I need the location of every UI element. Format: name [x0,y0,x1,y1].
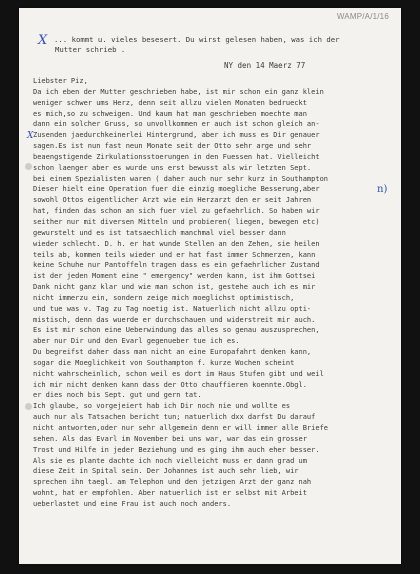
body-line: hat, finden das schon an sich fuer viel zu gefaehrlich. So haben wir [33,207,320,216]
body-line: wieder schlecht. D. h. er hat wunde Stellen an den Zehen, sie heilen [33,239,320,248]
body-line: ich mir nicht denken kann dass der Otto chauffieren koennte.Obgl. [33,380,307,389]
header-line: ... kommt u. vieles besesert. Du wirst gelesen haben, was ich der [54,35,340,44]
archive-mark: WAMP/A/1/16 [336,12,389,21]
body-line: Trost und Hilfe in jeder Beziehung und es ging ihm auch eher besser. [33,445,320,454]
letter-header [54,35,384,55]
body-line: nicht immerzu ein, sondern zeige mich moeglichst optimistisch, [33,293,295,302]
body-line: sogar die Moeglichkeit von Southampton f. kurze Wochen scheint [33,358,295,367]
handwritten-correction: n) [377,184,388,195]
handwritten-margin-cross: X [27,131,34,141]
body-line: und tue was v. Tag zu Tag noetig ist. Natuerlich nicht allzu opti- [33,304,312,313]
body-line: bei einem Spezialisten waren ( daher auch nur sehr kurz in Southampton [33,174,329,183]
body-line: sagen.Es ist nun fast neun Monate seit der Otto sehr arge und sehr [33,142,312,151]
body-line: es mich,so zu schweigen. Und kaum hat man geschrieben moechte man [33,109,307,118]
body-line: sprechen ihn taegl. am Telephon und den jetzigen Arzt der ganz nah [33,478,312,487]
body-line: aber nur Dir und den Evarl gegenueber tue ich es. [33,337,240,346]
letter-body [33,76,389,510]
handwritten-cross-mark: X [38,33,48,48]
body-line: auch nur als Tatsachen bericht tun; natuerlich dxx darfst Du darauf [33,413,316,422]
letter-date: NY den 14 Maerz 77 [224,61,306,70]
body-line: Dank nicht ganz klar und wie man schon ist, gestehe auch ich es mir [33,283,316,292]
body-line: Ich glaube, so vorgejeiert hab ich Dir noch nie und wollte es [33,402,291,411]
body-line: ueberlastet und eine Frau ist auch noch anders. [33,499,232,508]
body-line: diese Zeit in Spital sein. Der Johannes ist auch sehr lieb, wir [33,467,299,476]
body-line: ist der jeden Moment eine " emergency" werden kann, ist ihm Gottsei [33,272,316,281]
body-line: schon laenger aber es wurde uns erst bewusst als wir letzten Sept. [33,163,312,172]
body-line: nicht wahrscheinlich, schon weil es dort im Haus Stufen gibt und weil [33,369,324,378]
body-line: mistisch, denn das wuerde er durchschauen und widerstreit mir auch. [33,315,316,324]
body-line: Es ist mir schon eine Ueberwindung das alles so genau auszusprechen, [33,326,320,335]
salutation: Liebster Piz, [33,77,88,85]
body-line: sehen. Als das Evarl im November bei uns war, war das ein grosser [33,434,307,443]
body-line: seither nur mit diversen Mitteln und probieren( liegen, bewegen etc) [33,217,320,226]
body-line: wohnt, hat er empfohlen. Aber natuerlich ist er selbst mit Arbeit [33,489,307,498]
body-line: Dieser hielt eine Operation fuer die einzig moegliche Besserung,aber [33,185,320,194]
body-line: Da ich eben der Mutter geschrieben habe, ist mir schon ein ganz klein [33,87,324,96]
body-line: Als sie es plante dachte ich noch vielleicht muss er dann grad um [33,456,307,465]
body-line: gewurstelt und es ist tatsaechlich manchmal viel besser dann [33,228,286,237]
body-line: weniger schwer ums Herz, denn seit allzu vielen Monaten bedrueckt [33,98,307,107]
punch-hole [25,403,32,410]
punch-hole [25,163,32,170]
body-line: beaengstigende Zirkulationsstoerungen in den Fuessen hat. Vielleicht [33,152,320,161]
body-line: er dies noch bis Sept. gut und gern tat. [33,391,202,400]
body-line: teils ab, kommen teils wieder und er hat fast immer Schmerzen, kann [33,250,316,259]
body-line: Zusenden jaedurchkeinerlei Hintergrund, aber ich muss es Dir genauer [33,131,320,140]
letter-page [19,8,401,564]
header-line: Mutter schrieb . [55,45,126,54]
body-line: nicht antworten,oder nur sehr allgemein denn er will immer alle Briefe [33,424,329,432]
body-line: dann ein solcher Gruss, so unvollkommen er auch ist schon gleich an- [33,120,320,129]
body-line: sowohl Ottos eigentlicher Arzt wie ein Herzarzt den er seit Jahren [33,196,312,205]
body-line: Du begreifst daher dass man nicht an eine Europafahrt denken kann, [33,348,312,357]
body-line: keine Schuhe nur Pantoffeln tragen dass es ein gefaehrlicher Zustand [33,261,320,270]
